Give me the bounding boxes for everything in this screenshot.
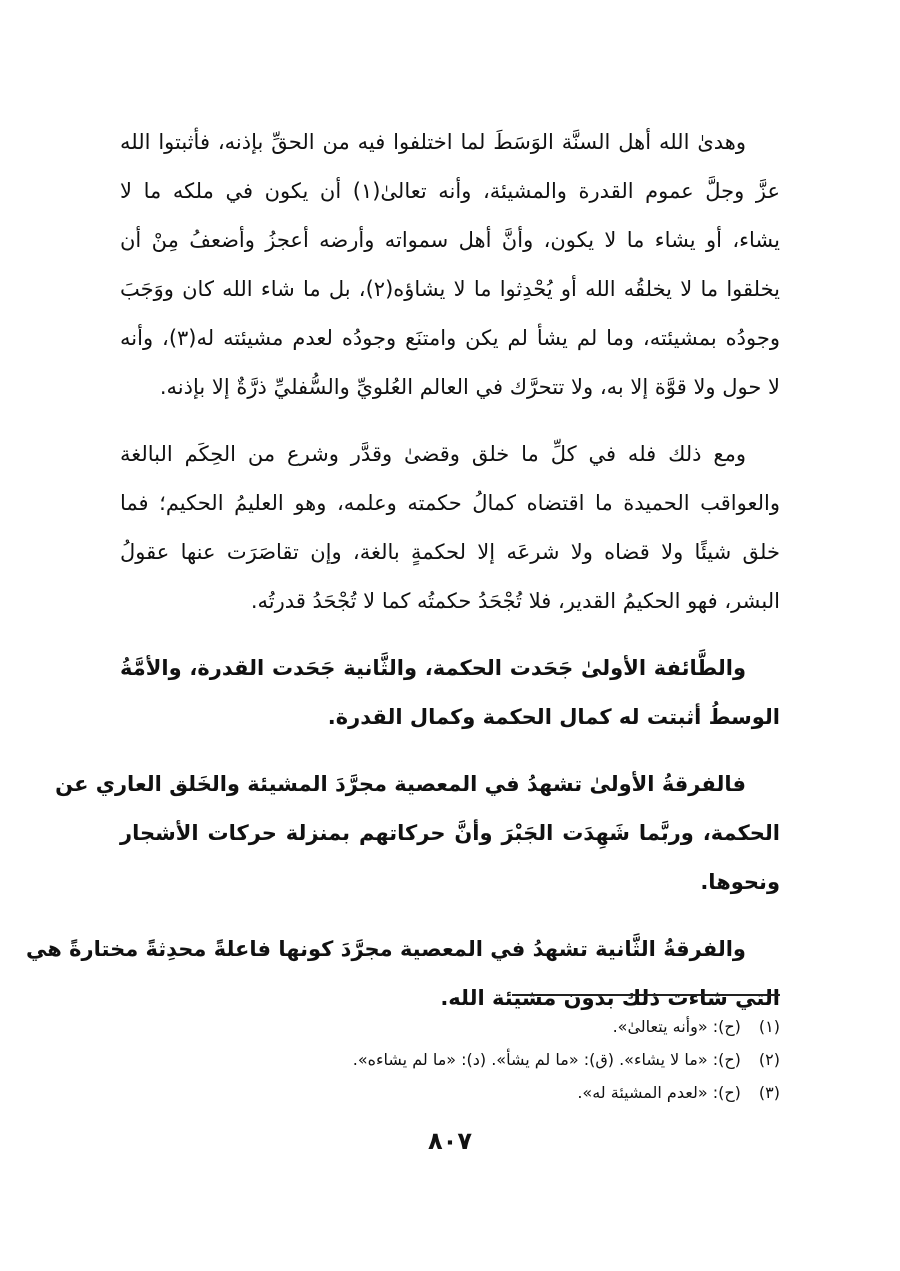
footnote-3: [120, 1076, 780, 1109]
text-line: ونحوها.: [700, 870, 780, 894]
text-line: الوسطُ أثبتت له كمال الحكمة وكمال القدرة.: [327, 705, 780, 729]
footnote-text: (ح): «وأنه يتعالىٰ».: [612, 1017, 741, 1036]
paragraph-3: [120, 644, 780, 742]
footnotes: [120, 1010, 780, 1109]
footnote-divider: [512, 994, 780, 996]
paragraph-1: [120, 118, 780, 412]
text-line: يخلقوا ما لا يخلقُه الله أو يُحْدِثوا ما لا يشاؤه(٢)، بل ما شاء الله كان ووَجَبَ: [120, 277, 781, 301]
page-number: ٨٠٧: [428, 1127, 472, 1155]
text-line: التي شاءت ذلك بدون مشيئة الله.: [440, 986, 780, 1010]
footnote-number: (٣): [758, 1083, 780, 1102]
footnote-text: (ح): «ما لا يشاء». (ق): «ما لم يشأ». (د): «ما لم يشاءه».: [352, 1050, 741, 1069]
main-text: [26, 118, 781, 1041]
paragraph-5: [26, 925, 780, 1023]
text-line: عزَّ وجلَّ عموم القدرة والمشيئة، وأنه تعالىٰ(١) أن يكون في ملكه ما لا: [120, 179, 780, 203]
text-line: فالفرقةُ الأولىٰ تشهدُ في المعصية مجرَّدَ المشيئة والخَلق العاري عن: [55, 772, 746, 796]
paragraph-2: [120, 430, 780, 626]
footnote-1: [120, 1010, 780, 1043]
text-line: ومع ذلك فله في كلِّ ما خلق وقضىٰ وقدَّر وشرع من الحِكَم البالغة: [120, 442, 746, 466]
text-line: يشاء، أو يشاء ما لا يكون، وأنَّ أهل سمواته وأرضه أعجزُ وأضعفُ مِنْ أن: [120, 228, 780, 252]
text-line: والطَّائفة الأولىٰ جَحَدت الحكمة، والثَّانية جَحَدت القدرة، والأمَّةُ: [120, 656, 746, 680]
text-line: وهدىٰ الله أهل السنَّة الوَسَطَ لما اختلفوا فيه من الحقِّ بإذنه، فأثبتوا الله: [120, 130, 746, 154]
footnote-2: [120, 1043, 780, 1076]
text-line: والعواقب الحميدة ما اقتضاه كمالُ حكمته وعلمه، وهو العليمُ الحكيم؛ فما: [120, 491, 780, 515]
text-line: وجودُه بمشيئته، وما لم يشأ لم يكن وامتنَع وجودُه لعدم مشيئته له(٣)، وأنه: [120, 326, 780, 350]
text-line: خلق شيئًا ولا قضاه ولا شرعَه إلا لحكمةٍ بالغة، وإن تقاصَرَت عنها عقولُ: [120, 540, 780, 564]
paragraph-4: [55, 760, 780, 907]
text-line: والفرقةُ الثَّانية تشهدُ في المعصية مجرَّدَ كونها فاعلةً محدِثةً مختارةً هي: [26, 937, 746, 961]
footnote-number: (٢): [758, 1050, 780, 1069]
footnote-number: (١): [758, 1017, 780, 1036]
text-line: البشر، فهو الحكيمُ القدير، فلا تُجْحَدُ حكمتُه كما لا تُجْحَدُ قدرتُه.: [250, 589, 780, 613]
footnote-text: (ح): «لعدم المشيئة له».: [577, 1083, 741, 1102]
text-line: لا حول ولا قوَّة إلا به، ولا تتحرَّك في العالم العُلويِّ والسُّفليِّ ذرَّةٌ إلا بإذنه.: [159, 375, 780, 399]
text-line: الحكمة، وربَّما شَهِدَت الجَبْرَ وأنَّ حركاتهم بمنزلة حركات الأشجار: [120, 821, 780, 845]
